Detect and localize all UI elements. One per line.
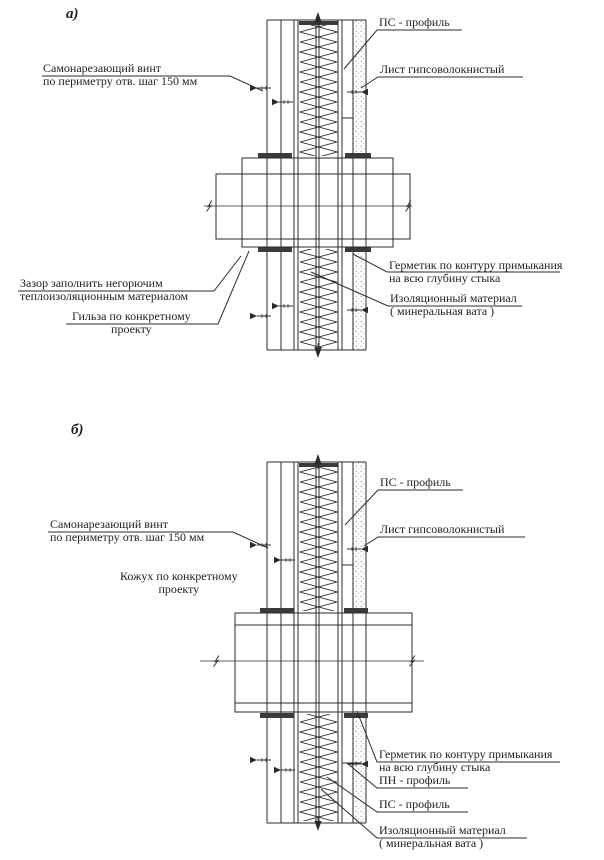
gypsum-board-texture <box>354 462 367 613</box>
sealant-patch <box>260 713 294 718</box>
label-line: по периметру отв. шаг 150 мм <box>43 74 198 88</box>
label-line: Герметик по контуру примыкания <box>389 258 563 272</box>
label-line: по периметру отв. шаг 150 мм <box>50 530 205 544</box>
pipe-casing <box>235 613 412 712</box>
label-line: Самонарезающий винт <box>50 517 169 531</box>
label-line: на всю глубину стыка <box>379 760 491 774</box>
figure-a-letter: а) <box>66 6 79 22</box>
screw-icon <box>274 767 295 773</box>
label-ps-profile-b <box>380 476 451 489</box>
pipe-sleeve <box>242 158 393 247</box>
sealant-patch <box>258 153 292 158</box>
label-line: Лист гипсоволокнистый <box>380 62 505 76</box>
label-line: ПН - профиль <box>379 773 451 787</box>
screw-icon <box>250 313 271 319</box>
label-screw-a <box>43 62 197 88</box>
label-sleeve-a <box>72 310 191 336</box>
gypsum-board-texture <box>354 20 367 158</box>
label-line: Гильза по конкретному <box>72 309 191 323</box>
sealant-patch <box>258 247 292 252</box>
gypsum-board-texture <box>354 247 367 350</box>
label-line: ПС - профиль <box>379 15 450 29</box>
label-screw-b <box>50 518 204 544</box>
pipe <box>235 625 412 703</box>
label-insulation-b <box>379 824 506 850</box>
cut-arrow-top <box>315 454 322 464</box>
label-line: проекту <box>111 322 152 336</box>
label-line: Герметик по контуру примыкания <box>379 747 553 761</box>
label-gap-fill-a <box>20 277 188 303</box>
cut-arrow-top <box>315 12 322 22</box>
sealant-patch <box>260 608 294 613</box>
label-line: проекту <box>158 582 200 596</box>
leader-gypsum-sheet <box>361 77 523 88</box>
label-sealant-b <box>379 748 552 774</box>
label-line: на всю глубину стыка <box>389 271 501 285</box>
figure-b-drawing <box>48 454 560 838</box>
label-line: Изоляционный материал <box>379 823 506 837</box>
label-insulation-a <box>390 292 517 318</box>
sealant-patch <box>345 247 371 252</box>
label-ps-profile-a <box>379 16 450 29</box>
label-pn-profile-b <box>379 774 450 787</box>
cut-arrow-bottom <box>315 821 322 831</box>
label-line: ПС - профиль <box>380 475 451 489</box>
label-casing-b <box>120 570 238 596</box>
wall-lines <box>267 20 366 350</box>
label-ps-profile2-b <box>379 798 450 811</box>
wall-lines <box>267 462 366 823</box>
cut-arrow-bottom <box>315 348 322 358</box>
label-gypsum-sheet-a <box>380 63 504 76</box>
screw-icon <box>274 557 295 563</box>
sealant-patch <box>344 608 368 613</box>
screw-icon <box>272 99 293 105</box>
label-line: Зазор заполнить негорючим <box>20 276 163 290</box>
label-gypsum-sheet-b <box>380 523 504 536</box>
label-line: теплоизоляционным материалом <box>20 289 189 303</box>
label-line: ( минеральная вата ) <box>390 304 495 318</box>
label-line: ( минеральная вата ) <box>379 836 484 850</box>
label-sealant-a <box>389 259 562 285</box>
leader-gypsum-sheet <box>364 537 525 546</box>
screw-icon <box>272 303 293 309</box>
pipe <box>216 174 410 239</box>
label-line: Изоляционный материал <box>390 291 517 305</box>
sealant-patch <box>344 713 368 718</box>
label-line: Кожух по конкретному <box>120 569 238 583</box>
figure-b-letter: б) <box>71 422 84 438</box>
label-line: Лист гипсоволокнистый <box>380 522 505 536</box>
label-line: ПС - профиль <box>379 797 450 811</box>
label-line: Самонарезающий винт <box>43 61 162 75</box>
screw-icon <box>250 757 271 763</box>
sealant-patch <box>345 153 371 158</box>
